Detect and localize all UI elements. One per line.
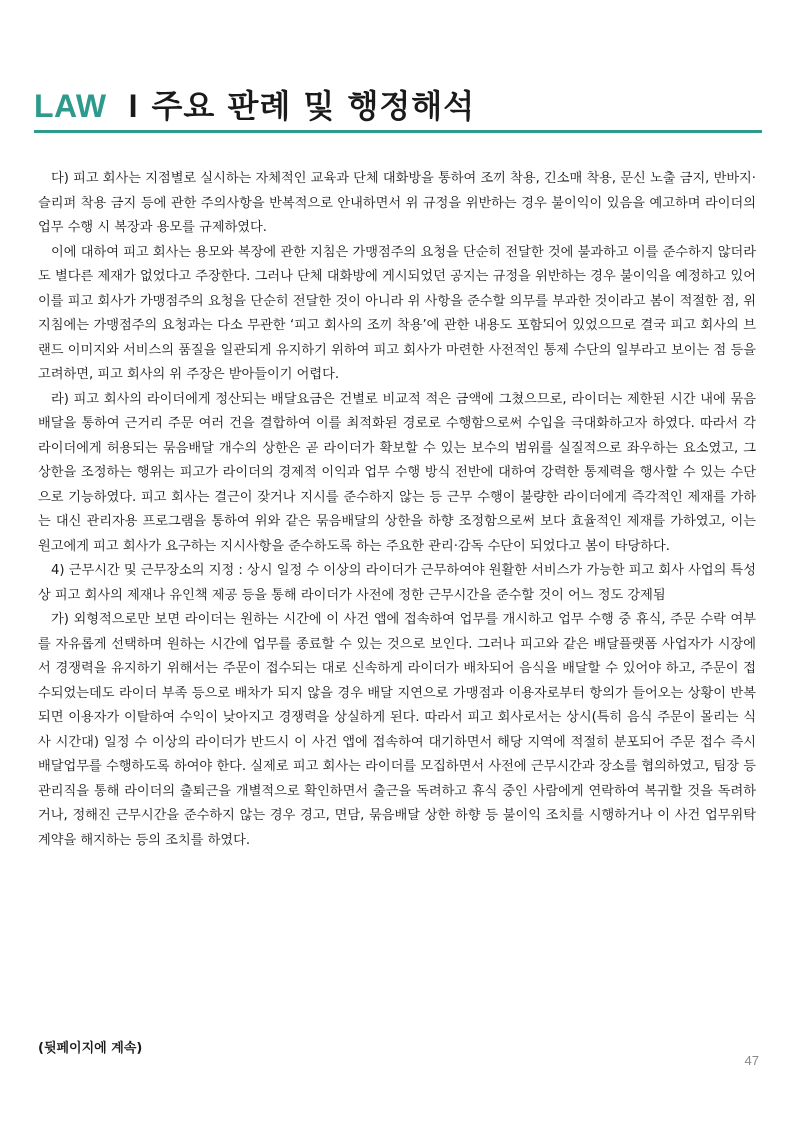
page-header [34, 84, 762, 134]
page-number: 47 [744, 1053, 759, 1068]
header-title-row [34, 84, 762, 128]
continued-note: (뒷페이지에 계속) [38, 1041, 143, 1056]
paragraph: 이에 대하여 피고 회사는 용모와 복장에 관한 지침은 가맹점주의 요청을 단순히 전달한 것에 불과하고 이를 준수하지 않더라도 별다른 제재가 없었다고 주장한다. 그러나 단체 대화방에 게시되었던 공지는 규정을 위반하는 경우 불이익을 예정하고 있어 이를 피고 회사가 가맹점주의 요청을 단순히 전달한 것이 아니라 위 사항을 준수할 의무를 부과한 것이라고 봄이 적절한 점, 위 지침에는 가맹점주의 요청과는 다소 무관한 ‘피고 회사의 조끼 착용’에 관한 내용도 포함되어 있었으므로 결국 피고 회사의 브랜드 이미지와 서비스의 품질을 일관되게 유지하기 위하여 피고 회사가 마련한 사전적인 통제 수단의 일부라고 보이는 점 등을 고려하면, 피고 회사의 위 주장은 받아들이기 어렵다. [38, 244, 756, 382]
document-body [38, 167, 756, 853]
title-separator: I [128, 88, 138, 124]
paragraph: 다) 피고 회사는 지점별로 실시하는 자체적인 교육과 단체 대화방을 통하여 조끼 착용, 긴소매 착용, 문신 노출 금지, 반바지·슬리퍼 착용 금지 등에 관한 주의사항을 반복적으로 안내하면서 위 규정을 위반하는 경우 불이익이 있음을 예고하며 라이더의 업무 수행 시 복장과 용모를 규제하였다. [38, 171, 756, 235]
page-title: 주요 판례 및 행정해석 [151, 87, 476, 125]
paragraph: 4) 근무시간 및 근무장소의 지정 : 상시 일정 수 이상의 라이더가 근무하여야 원활한 서비스가 가능한 피고 회사 사업의 특성상 피고 회사의 제재나 유인책 제공 등을 통해 라이더가 사전에 정한 근무시간을 준수할 것이 어느 정도 강제됨 [38, 563, 756, 603]
paragraph: 라) 피고 회사의 라이더에게 정산되는 배달요금은 건별로 비교적 적은 금액에 그쳤으므로, 라이더는 제한된 시간 내에 묶음배달을 통하여 근거리 주문 여러 건을 결합하여 이를 최적화된 경로로 수행함으로써 수입을 극대화하고자 하였다. 따라서 각 라이더에게 허용되는 묶음배달 개수의 상한은 곧 라이더가 확보할 수 있는 보수의 범위를 실질적으로 좌우하는 요소였고, 그 상한을 조정하는 행위는 피고가 라이더의 경제적 이익과 업무 수행 방식 전반에 대하여 강력한 통제력을 행사할 수 있는 수단으로 기능하였다. 피고 회사는 결근이 잦거나 지시를 준수하지 않는 등 근무 수행이 불량한 라이더에게 즉각적인 제재를 가하는 대신 관리자용 프로그램을 통하여 위와 같은 묶음배달의 상한을 하향 조정함으로써 보다 효율적인 제재를 가하였고, 이는 원고에게 피고 회사가 요구하는 지시사항을 준수하도록 하는 주요한 관리·감독 수단이 되었다고 봄이 타당하다. [38, 391, 756, 554]
paragraph: 가) 외형적으로만 보면 라이더는 원하는 시간에 이 사건 앱에 접속하여 업무를 개시하고 업무 수행 중 휴식, 주문 수락 여부를 자유롭게 선택하며 원하는 시간에 업무를 종료할 수 있는 것으로 보인다. 그러나 피고와 같은 배달플랫폼 사업자가 시장에서 경쟁력을 유지하기 위해서는 주문이 접수되는 대로 신속하게 라이더가 배차되어 음식을 배달할 수 있어야 하고, 주문이 접수되었는데도 라이더 부족 등으로 배차가 되지 않을 경우 배달 지연으로 가맹점과 이용자로부터 항의가 들어오는 상황이 반복되면 이용자가 이탈하여 수익이 낮아지고 경쟁력을 상실하게 된다. 따라서 피고 회사로서는 상시(특히 음식 주문이 몰리는 식사 시간대) 일정 수 이상의 라이더가 반드시 이 사건 앱에 접속하여 대기하면서 해당 지역에 적절히 분포되어 주문 접수 즉시 배달업무를 수행하도록 하여야 한다. 실제로 피고 회사는 라이더를 모집하면서 사전에 근무시간과 장소를 협의하였고, 팀장 등 관리직을 통해 라이더의 출퇴근을 개별적으로 확인하면서 출근을 독려하고 휴식 중인 사람에게 연락하여 복귀할 것을 독려하거나, 정해진 근무시간을 준수하지 않는 경우 경고, 면담, 묶음배달 상한 하향 등 불이익 조치를 시행하거나 이 사건 업무위탁계약을 해지하는 등의 조치를 하였다. [38, 612, 756, 848]
section-label: LAW [34, 88, 107, 124]
header-rule [34, 130, 762, 133]
